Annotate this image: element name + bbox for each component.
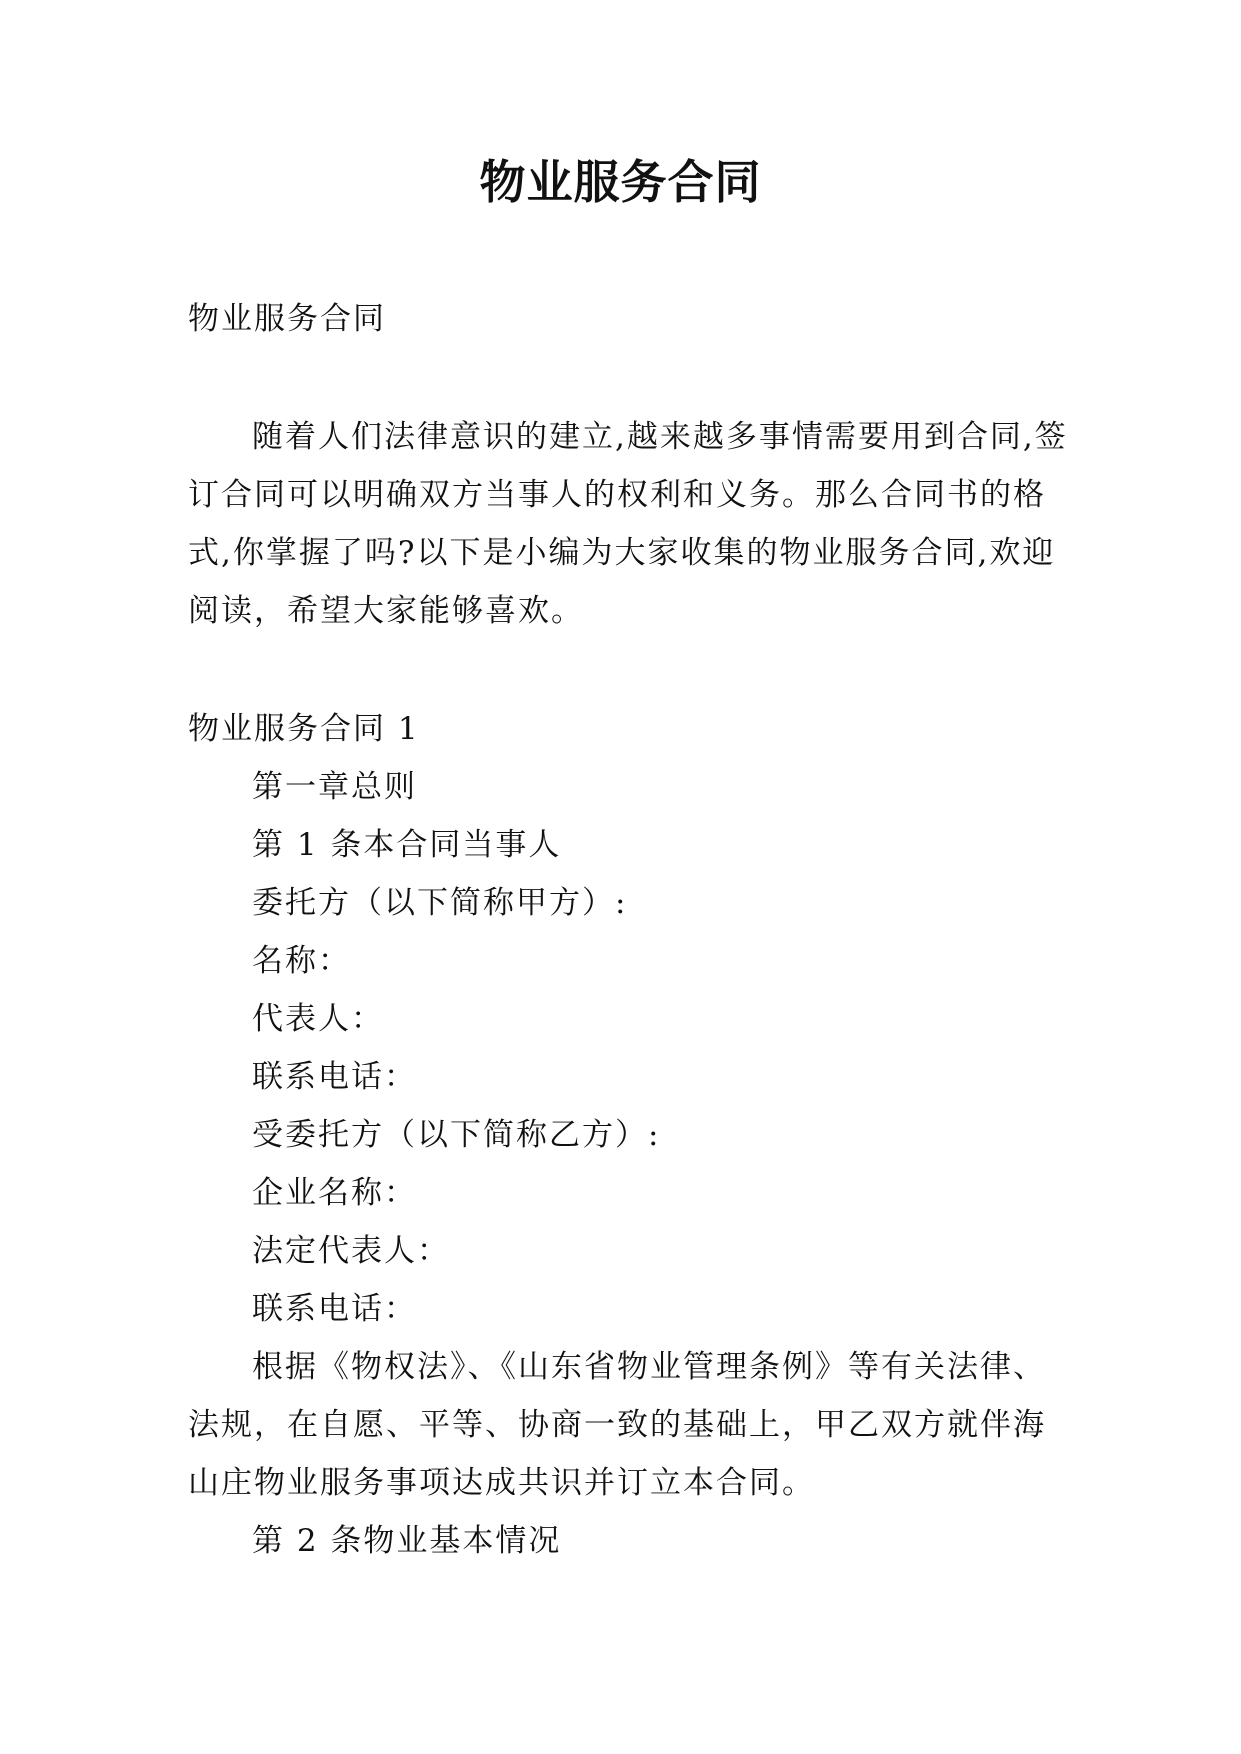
document-body bbox=[188, 290, 1068, 1570]
article-1-heading: 第 1 条本合同当事人 bbox=[252, 827, 562, 863]
company-name-label: 企业名称： bbox=[252, 1175, 417, 1211]
party-a-phone-label: 联系电话： bbox=[252, 1059, 417, 1095]
legal-representative-label: 法定代表人： bbox=[252, 1233, 450, 1269]
chapter-heading: 第一章总则 bbox=[252, 769, 417, 805]
document-subtitle: 物业服务合同 bbox=[188, 301, 386, 337]
section-heading: 物业服务合同 1 bbox=[188, 711, 420, 747]
party-b-phone-label: 联系电话： bbox=[252, 1291, 417, 1327]
document-title: 物业服务合同 bbox=[479, 155, 762, 209]
representative-label: 代表人： bbox=[252, 1001, 384, 1037]
name-label: 名称： bbox=[252, 943, 351, 979]
article-2-heading: 第 2 条物业基本情况 bbox=[252, 1523, 562, 1559]
legal-basis-paragraph: 根据《物权法》、《山东省物业管理条例》等有关法律、法规，在自愿、平等、协商一致的基础上，甲乙双方就伴海山庄物业服务事项达成共识并订立本合同。 bbox=[188, 1349, 1046, 1501]
party-a-line: 委托方（以下简称甲方）: bbox=[252, 885, 628, 921]
intro-paragraph: 随着人们法律意识的建立,越来越多事情需要用到合同,签订合同可以明确双方当事人的权利和义务。那么合同书的格式,你掌握了吗?以下是小编为大家收集的物业服务合同,欢迎阅读，希望大家能够喜欢。 bbox=[188, 419, 1068, 629]
party-b-line: 受委托方（以下简称乙方）: bbox=[252, 1117, 661, 1153]
